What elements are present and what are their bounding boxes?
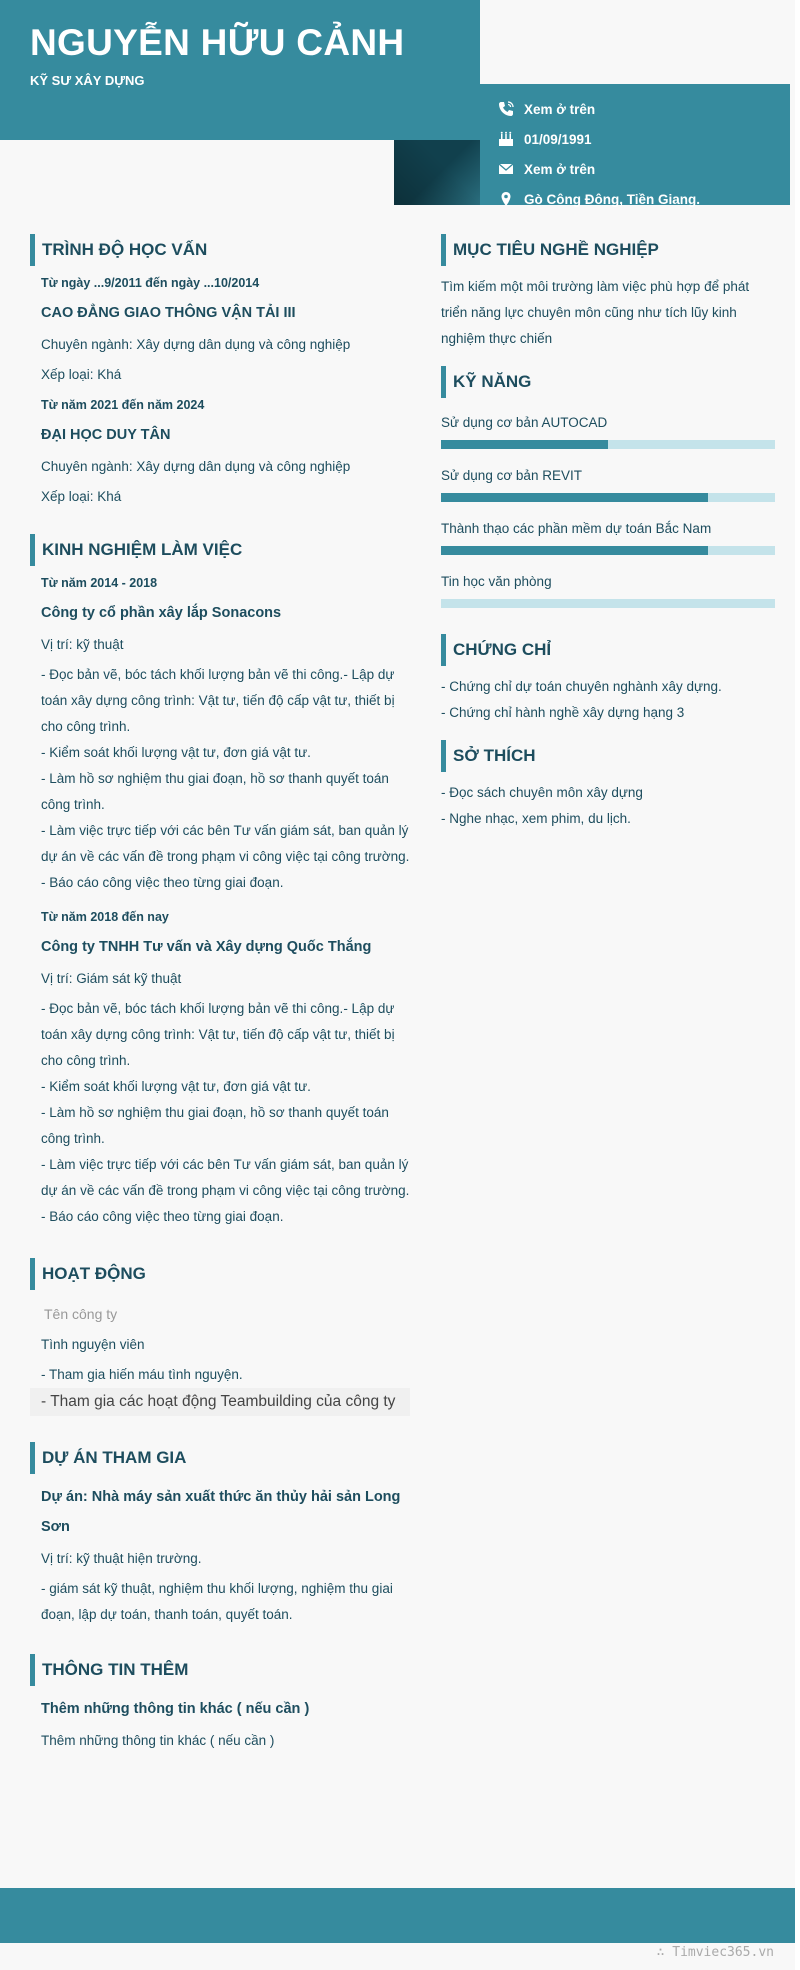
header-band <box>0 0 480 140</box>
watermark: ∴ Timviec365.vn <box>656 1945 774 1960</box>
activities-section-title: HOẠT ĐỘNG <box>30 1258 410 1290</box>
contact-address <box>498 184 790 214</box>
education-section-title: TRÌNH ĐỘ HỌC VẤN <box>30 234 410 266</box>
skills-section-title: KỸ NĂNG <box>441 366 775 398</box>
experience-line: - Báo cáo công việc theo từng giai đoạn. <box>41 1209 284 1224</box>
contact-email-text: Xem ở trên <box>524 161 596 177</box>
project-position: Vị trí: kỹ thuật hiện trường. <box>41 1551 202 1566</box>
experience-line: - Kiểm soát khối lượng vật tư, đơn giá vật tư. <box>41 1079 311 1094</box>
experience-item <box>30 908 410 1230</box>
skill-bar-track <box>441 599 775 608</box>
skill-bar-fill <box>441 493 708 502</box>
skills-list <box>441 406 775 608</box>
objective-text: Tìm kiếm một môi trường làm việc phù hợp để phát triển năng lực chuyên môn cũng như tích lũy kinh nghiệm thực chiến <box>441 279 750 346</box>
experience-company: Công ty TNHH Tư vấn và Xây dựng Quốc Thắng <box>41 939 372 955</box>
right-column <box>441 234 775 832</box>
hobby-item: - Đọc sách chuyên môn xây dựng <box>441 785 643 800</box>
project-name: Dự án: Nhà máy sản xuất thức ăn thủy hải sản Long Sơn <box>41 1489 401 1535</box>
experience-line: - Báo cáo công việc theo từng giai đoạn. <box>41 875 284 890</box>
skill-bar-track <box>441 440 775 449</box>
skill-bar-track <box>441 546 775 555</box>
skill-item <box>441 512 775 555</box>
skill-label: Sử dụng cơ bản AUTOCAD <box>441 415 608 430</box>
skill-bar-fill <box>441 440 608 449</box>
education-rank: Xếp loại: Khá <box>41 367 122 382</box>
education-school: CAO ĐẲNG GIAO THÔNG VẬN TẢI III <box>41 305 296 321</box>
activities-role: Tình nguyện viên <box>41 1337 145 1352</box>
experience-line: - Làm việc trực tiếp với các bên Tư vấn giám sát, ban quản lý dự án về các vấn đề trong phạm vi công việc tại công trường. <box>41 1157 410 1198</box>
hobby-item: - Nghe nhạc, xem phim, du lịch. <box>441 811 631 826</box>
candidate-name: NGUYỄN HỮU CẢNH <box>30 22 405 63</box>
birthday-cake-icon <box>498 131 514 147</box>
experience-section-title: KINH NGHIỆM LÀM VIỆC <box>30 534 410 566</box>
experience-line: - Làm hồ sơ nghiệm thu giai đoạn, hồ sơ thanh quyết toán công trình. <box>41 1105 389 1146</box>
experience-date: Từ năm 2014 - 2018 <box>41 576 158 590</box>
hobbies-section-title: SỞ THÍCH <box>441 740 775 772</box>
skill-bar-fill <box>441 546 708 555</box>
certificates-section-title: CHỨNG CHỈ <box>441 634 775 666</box>
skill-label: Tin học văn phòng <box>441 574 552 589</box>
skill-label: Thành thạo các phần mềm dự toán Bắc Nam <box>441 521 712 536</box>
extra-section-title: THÔNG TIN THÊM <box>30 1654 410 1686</box>
experience-line: - Làm việc trực tiếp với các bên Tư vấn giám sát, ban quản lý dự án về các vấn đề trong phạm vi công việc tại công trường. <box>41 823 410 864</box>
experience-item <box>30 574 410 896</box>
extra-heading: Thêm những thông tin khác ( nếu cần ) <box>41 1701 310 1717</box>
phone-icon <box>498 101 514 117</box>
education-school: ĐẠI HỌC DUY TÂN <box>41 427 171 443</box>
skill-item <box>441 459 775 502</box>
education-item <box>30 274 410 388</box>
experience-position: Vị trí: Giám sát kỹ thuật <box>41 971 182 986</box>
experience-line: - Kiểm soát khối lượng vật tư, đơn giá vật tư. <box>41 745 311 760</box>
experience-line: - Đọc bản vẽ, bóc tách khối lượng bản vẽ thi công.- Lập dự toán xây dựng công trình: Vật tư, tiến độ cấp vật tư, thiết bị cho công trình. <box>41 1001 395 1068</box>
experience-date: Từ năm 2018 đến nay <box>41 910 169 924</box>
education-date: Từ năm 2021 đến năm 2024 <box>41 398 205 412</box>
projects-section-title: DỰ ÁN THAM GIA <box>30 1442 410 1474</box>
education-major: Chuyên ngành: Xây dựng dân dụng và công nghiệp <box>41 337 351 352</box>
education-item <box>30 396 410 510</box>
activities-line: - Tham gia hiến máu tình nguyện. <box>41 1367 243 1382</box>
envelope-icon <box>498 161 514 177</box>
skill-bar-track <box>441 493 775 502</box>
contact-box <box>480 84 790 205</box>
experience-line: - Làm hồ sơ nghiệm thu giai đoạn, hồ sơ thanh quyết toán công trình. <box>41 771 389 812</box>
skill-item <box>441 406 775 449</box>
contact-birthday <box>498 124 790 154</box>
objective-section-title: MỤC TIÊU NGHỀ NGHIỆP <box>441 234 775 266</box>
candidate-job-title: KỸ SƯ XÂY DỰNG <box>30 73 145 88</box>
experience-line: - Đọc bản vẽ, bóc tách khối lượng bản vẽ thi công.- Lập dự toán xây dựng công trình: Vật tư, tiến độ cấp vật tư, thiết bị cho công trình. <box>41 667 395 734</box>
project-description: - giám sát kỹ thuật, nghiệm thu khối lượng, nghiệm thu giai đoạn, lập dự toán, thanh toán, quyết toán. <box>41 1581 393 1622</box>
contact-phone <box>498 94 790 124</box>
left-column <box>30 234 410 1754</box>
certificate-item: - Chứng chỉ dự toán chuyên nghành xây dựng. <box>441 679 722 694</box>
activities-company-placeholder: Tên công ty <box>44 1306 118 1322</box>
education-date: Từ ngày ...9/2011 đến ngày ...10/2014 <box>41 276 260 290</box>
certificate-item: - Chứng chỉ hành nghề xây dựng hạng 3 <box>441 705 685 720</box>
contact-phone-text: Xem ở trên <box>524 101 596 117</box>
map-marker-icon <box>498 191 514 207</box>
contact-birthday-text: 01/09/1991 <box>524 131 592 147</box>
activities-line: - Tham gia các hoạt động Teambuilding của công ty <box>30 1388 410 1416</box>
education-major: Chuyên ngành: Xây dựng dân dụng và công nghiệp <box>41 459 351 474</box>
extra-text: Thêm những thông tin khác ( nếu cần ) <box>41 1733 275 1748</box>
contact-address-text: Gò Công Đông, Tiền Giang. <box>524 191 700 207</box>
experience-company: Công ty cổ phần xây lắp Sonacons <box>41 605 282 621</box>
header-fold-decoration <box>394 140 480 205</box>
skill-label: Sử dụng cơ bản REVIT <box>441 468 582 483</box>
contact-email <box>498 154 790 184</box>
footer-band <box>0 1888 795 1943</box>
skill-item <box>441 565 775 608</box>
experience-position: Vị trí: kỹ thuật <box>41 637 124 652</box>
education-rank: Xếp loại: Khá <box>41 489 122 504</box>
